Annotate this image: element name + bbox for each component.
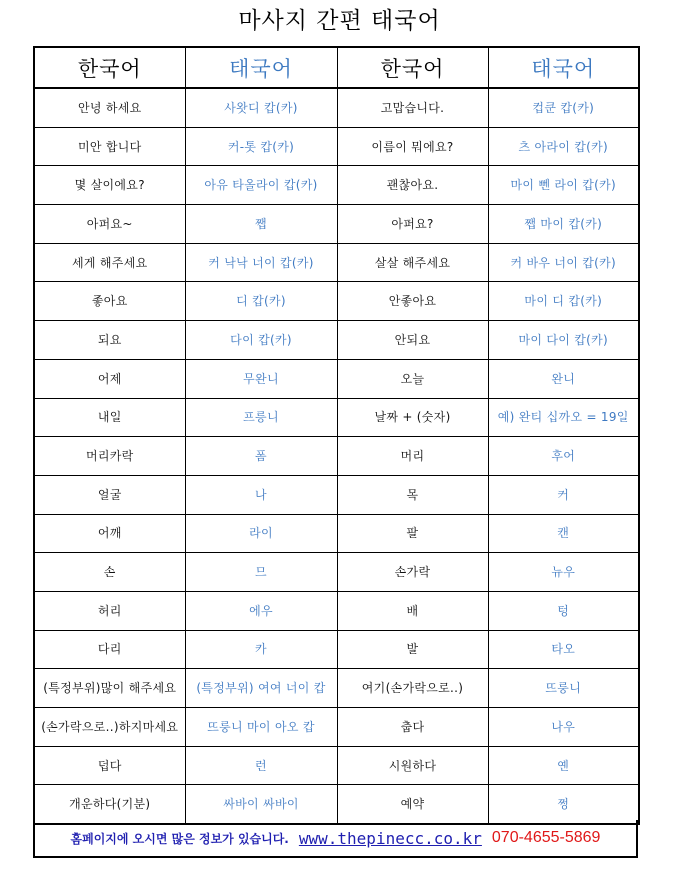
thai-phrase-2: 타오 <box>488 630 639 669</box>
table-row <box>34 398 639 437</box>
table-row <box>34 475 639 514</box>
table-row <box>34 166 639 205</box>
homepage-link[interactable]: www.thepinecc.co.kr <box>298 828 482 848</box>
thai-phrase-2: 텅 <box>488 591 639 630</box>
thai-phrase-2: 나우 <box>488 708 639 747</box>
thai-phrase-1: 사왓디 캅(카) <box>185 88 337 127</box>
thai-phrase-2: 컵쿤 캅(카) <box>488 88 639 127</box>
korean-phrase-2: 발 <box>337 630 488 669</box>
korean-phrase-2: 목 <box>337 475 488 514</box>
footer <box>33 820 638 858</box>
thai-phrase-2: 커 <box>488 475 639 514</box>
korean-phrase-2: 팔 <box>337 514 488 553</box>
korean-phrase-1: 안녕 하세요 <box>34 88 185 127</box>
korean-phrase-1: 어제 <box>34 359 185 398</box>
table-row <box>34 127 639 166</box>
korean-phrase-2: 여기(손가락으로..) <box>337 669 488 708</box>
table-row <box>34 708 639 747</box>
korean-phrase-2: 손가락 <box>337 553 488 592</box>
thai-phrase-2: 옌 <box>488 746 639 785</box>
table-row <box>34 205 639 244</box>
korean-phrase-2: 날짜 + (숫자) <box>337 398 488 437</box>
thai-phrase-1: 에우 <box>185 591 337 630</box>
thai-phrase-2: 완니 <box>488 359 639 398</box>
korean-phrase-2: 고맙습니다. <box>337 88 488 127</box>
thai-phrase-1: 런 <box>185 746 337 785</box>
korean-phrase-1: 손 <box>34 553 185 592</box>
korean-phrase-2: 춥다 <box>337 708 488 747</box>
korean-phrase-1: 되요 <box>34 321 185 360</box>
header-korean-2: 한국어 <box>337 47 488 88</box>
thai-phrase-1: 아유 타올라이 캅(카) <box>185 166 337 205</box>
thai-phrase-2: 마이 뻰 라이 캅(카) <box>488 166 639 205</box>
korean-phrase-1: 세게 해주세요 <box>34 243 185 282</box>
korean-phrase-2: 시원하다 <box>337 746 488 785</box>
thai-phrase-2: 마이 디 캅(카) <box>488 282 639 321</box>
header-thai-1: 태국어 <box>185 47 337 88</box>
korean-phrase-1: 허리 <box>34 591 185 630</box>
thai-phrase-1: 싸바이 싸바이 <box>185 785 337 824</box>
thai-phrase-2: 캔 <box>488 514 639 553</box>
korean-phrase-1: 얼굴 <box>34 475 185 514</box>
thai-phrase-1: 무완니 <box>185 359 337 398</box>
table-row <box>34 591 639 630</box>
phrase-table <box>33 46 640 825</box>
table-row <box>34 359 639 398</box>
korean-phrase-1: (손가락으로..)하지마세요 <box>34 708 185 747</box>
table-row <box>34 282 639 321</box>
thai-phrase-2: 뉴우 <box>488 553 639 592</box>
korean-phrase-2: 머리 <box>337 437 488 476</box>
table-body <box>34 88 639 824</box>
thai-phrase-2: 마이 다이 캅(카) <box>488 321 639 360</box>
thai-phrase-2: 커 바우 너이 캅(카) <box>488 243 639 282</box>
thai-phrase-1: 폼 <box>185 437 337 476</box>
table-row <box>34 669 639 708</box>
korean-phrase-1: 몇 살이에요? <box>34 166 185 205</box>
table-row <box>34 243 639 282</box>
table-row <box>34 630 639 669</box>
header-thai-2: 태국어 <box>488 47 639 88</box>
korean-phrase-1: 내일 <box>34 398 185 437</box>
korean-phrase-2: 괜찮아요. <box>337 166 488 205</box>
thai-phrase-2: 쨉 마이 캅(카) <box>488 205 639 244</box>
thai-phrase-2: 쩡 <box>488 785 639 824</box>
korean-phrase-2: 안되요 <box>337 321 488 360</box>
thai-phrase-1: 프릉니 <box>185 398 337 437</box>
korean-phrase-2: 안좋아요 <box>337 282 488 321</box>
thai-phrase-1: 뜨룽니 마이 아오 캅 <box>185 708 337 747</box>
korean-phrase-1: 개운하다(기분) <box>34 785 185 824</box>
header-korean-1: 한국어 <box>34 47 185 88</box>
thai-phrase-1: 나 <box>185 475 337 514</box>
korean-phrase-1: 좋아요 <box>34 282 185 321</box>
korean-phrase-2: 살살 해주세요 <box>337 243 488 282</box>
table-header-row <box>34 47 639 88</box>
table-row <box>34 514 639 553</box>
thai-phrase-1: 카 <box>185 630 337 669</box>
thai-phrase-1: 쨉 <box>185 205 337 244</box>
korean-phrase-1: 어깨 <box>34 514 185 553</box>
korean-phrase-1: (특정부위)많이 해주세요 <box>34 669 185 708</box>
table-row <box>34 437 639 476</box>
footer-message: 홈페이지에 오시면 많은 정보가 있습니다. <box>70 831 289 846</box>
korean-phrase-2: 이름이 뭐에요? <box>337 127 488 166</box>
korean-phrase-1: 아퍼요~ <box>34 205 185 244</box>
table-row <box>34 88 639 127</box>
korean-phrase-2: 예약 <box>337 785 488 824</box>
korean-phrase-2: 오늘 <box>337 359 488 398</box>
phone-number: 070-4655-5869 <box>491 829 601 846</box>
thai-phrase-1: 다이 캅(카) <box>185 321 337 360</box>
page-title: 마사지 간편 태국어 <box>238 8 441 34</box>
table-row <box>34 746 639 785</box>
thai-phrase-1: 커-톳 캅(카) <box>185 127 337 166</box>
korean-phrase-2: 배 <box>337 591 488 630</box>
table-row <box>34 553 639 592</box>
thai-phrase-2: 예) 완티 십까오 = 19일 <box>488 398 639 437</box>
thai-phrase-1: 라이 <box>185 514 337 553</box>
table-row <box>34 785 639 824</box>
thai-phrase-1: 므 <box>185 553 337 592</box>
korean-phrase-1: 미안 합니다 <box>34 127 185 166</box>
thai-phrase-1: 디 캅(카) <box>185 282 337 321</box>
korean-phrase-1: 덥다 <box>34 746 185 785</box>
thai-phrase-2: 츠 아라이 캅(카) <box>488 127 639 166</box>
korean-phrase-1: 머리카락 <box>34 437 185 476</box>
thai-phrase-1: 커 낙낙 너이 캅(카) <box>185 243 337 282</box>
thai-phrase-1: (특정부위) 여여 너이 캅 <box>185 669 337 708</box>
table-row <box>34 321 639 360</box>
korean-phrase-1: 다리 <box>34 630 185 669</box>
thai-phrase-2: 후어 <box>488 437 639 476</box>
korean-phrase-2: 아퍼요? <box>337 205 488 244</box>
thai-phrase-2: 뜨룽니 <box>488 669 639 708</box>
